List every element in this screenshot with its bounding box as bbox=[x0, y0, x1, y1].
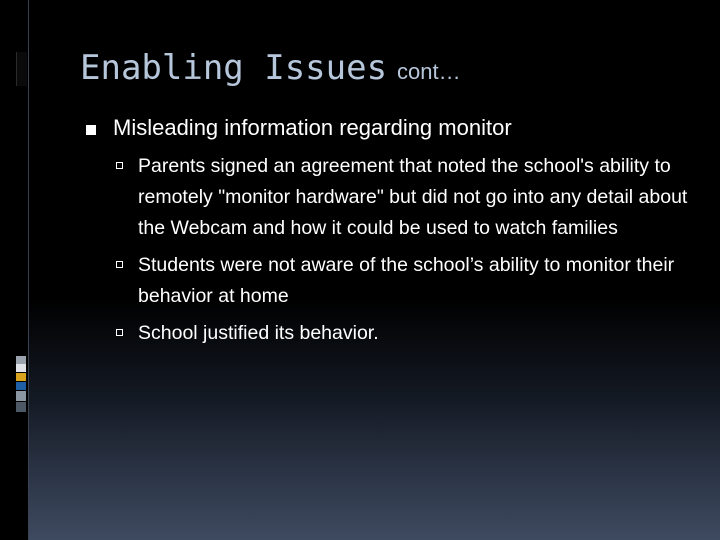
main-bullet-text: Misleading information regarding monitor bbox=[113, 115, 512, 140]
hollow-square-bullet-icon bbox=[116, 162, 123, 169]
sub-bullet bbox=[86, 151, 696, 244]
slide-title-main: Enabling Issues bbox=[80, 48, 388, 88]
hollow-square-bullet-icon bbox=[116, 329, 123, 336]
accent-block-dark-slate bbox=[16, 402, 26, 412]
main-bullet bbox=[86, 114, 696, 143]
accent-block-white bbox=[16, 364, 26, 372]
slide-title bbox=[80, 48, 461, 88]
sub-bullet-text: Students were not aware of the school’s ability to monitor their behavior at home bbox=[138, 253, 675, 307]
slide-body bbox=[86, 114, 696, 355]
sub-bullet-text: School justified its behavior. bbox=[138, 321, 379, 344]
slide-title-suffix: cont… bbox=[397, 59, 461, 84]
accent-block-slate bbox=[16, 391, 26, 401]
sub-bullet bbox=[86, 250, 696, 312]
sub-bullet-list bbox=[86, 151, 696, 349]
title-accent-bar bbox=[16, 52, 27, 86]
hollow-square-bullet-icon bbox=[116, 261, 123, 268]
square-bullet-icon bbox=[86, 125, 96, 135]
sub-bullet-text: Parents signed an agreement that noted the school's ability to remotely "monitor hardware" but did not go into any detail about the Webcam and how it could be used to watch families bbox=[138, 154, 688, 239]
sub-bullet bbox=[86, 318, 696, 349]
left-divider-line bbox=[28, 0, 29, 540]
accent-block-gray bbox=[16, 356, 26, 364]
accent-block-gold bbox=[16, 373, 26, 381]
accent-block-blue bbox=[16, 382, 26, 390]
